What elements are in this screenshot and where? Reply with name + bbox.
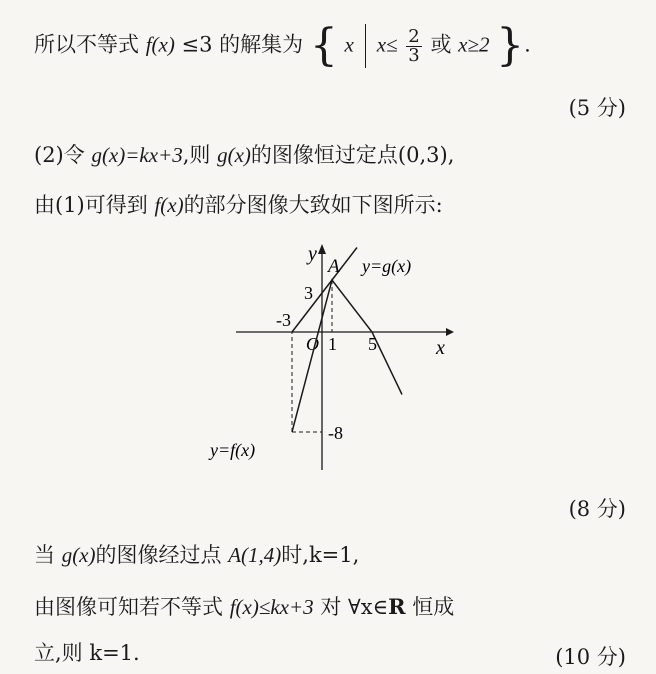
g-definition: g(x)=kx+3 — [91, 143, 183, 167]
solution-line-2 — [34, 140, 454, 170]
score-10: (10 分) — [555, 645, 626, 669]
function-arg: (x) — [151, 32, 175, 57]
g-function: g(x) — [217, 143, 251, 167]
legend-f-label: y=f(x) — [210, 440, 256, 460]
point-a: A(1,4) — [228, 543, 282, 567]
solution-line-5 — [34, 592, 454, 622]
text-end: 恒成 — [412, 595, 455, 619]
y-tick-3: 3 — [304, 283, 313, 303]
y-axis-arrow — [318, 244, 326, 254]
fixed-point-text: 的图像恒过定点(0,3), — [250, 143, 455, 167]
x-axis-label: x — [436, 337, 445, 359]
left-brace: { — [309, 20, 338, 71]
condition-2: x≥2 — [458, 32, 490, 57]
part-2-label: (2)令 — [34, 143, 85, 167]
conclusion: 立,则 k=1. — [34, 641, 140, 665]
solution-line-1 — [34, 20, 531, 71]
text-prefix: 当 — [34, 543, 55, 567]
x-tick-1: 1 — [328, 334, 337, 354]
text-mid: 的图像经过点 — [95, 543, 222, 567]
set-bar — [365, 24, 367, 68]
solution-line-4 — [34, 540, 359, 570]
set-variable: x — [344, 32, 354, 57]
function-f: f(x) — [154, 193, 184, 217]
function-f: f — [145, 32, 152, 57]
origin-label: O — [306, 334, 319, 354]
text-suffix: 时,k=1, — [281, 543, 360, 567]
g-function: g(x) — [61, 543, 96, 567]
solution-line-6 — [34, 638, 140, 668]
text-prefix: 由图像可知若不等式 — [34, 595, 223, 619]
y-tick-minus8: -8 — [328, 423, 343, 443]
score-8: (8 分) — [568, 497, 626, 521]
period: . — [524, 32, 531, 57]
point-a-label: A — [328, 256, 340, 277]
right-brace: } — [496, 20, 525, 71]
text-suffix: 的部分图像大致如下图所示: — [183, 193, 443, 217]
fraction — [406, 25, 421, 66]
x-tick-5: 5 — [368, 334, 377, 354]
y-axis-label: y — [308, 243, 317, 265]
fraction-denominator: 3 — [408, 44, 420, 66]
text-prefix: 所以不等式 — [34, 32, 139, 57]
fraction-numerator: 2 — [408, 25, 420, 47]
connector: ,则 — [182, 143, 211, 167]
condition-1: x≤ — [376, 32, 398, 57]
real-set: R — [388, 594, 406, 619]
solution-line-3 — [34, 190, 443, 220]
series-g-line — [292, 248, 357, 333]
inequality-text: ≤3 的解集为 — [181, 32, 304, 57]
solution-set — [309, 20, 525, 71]
quantifier-text: 对 ∀x∈ — [320, 595, 389, 619]
text-prefix: 由(1)可得到 — [34, 193, 148, 217]
x-axis-arrow — [446, 328, 454, 336]
function-graph — [190, 238, 470, 478]
inequality: f(x)≤kx+3 — [229, 595, 314, 619]
score-5: (5 分) — [568, 96, 626, 120]
legend-g-label: y=g(x) — [362, 256, 412, 276]
x-tick-minus3: -3 — [276, 310, 291, 330]
or-word: 或 — [430, 32, 452, 57]
